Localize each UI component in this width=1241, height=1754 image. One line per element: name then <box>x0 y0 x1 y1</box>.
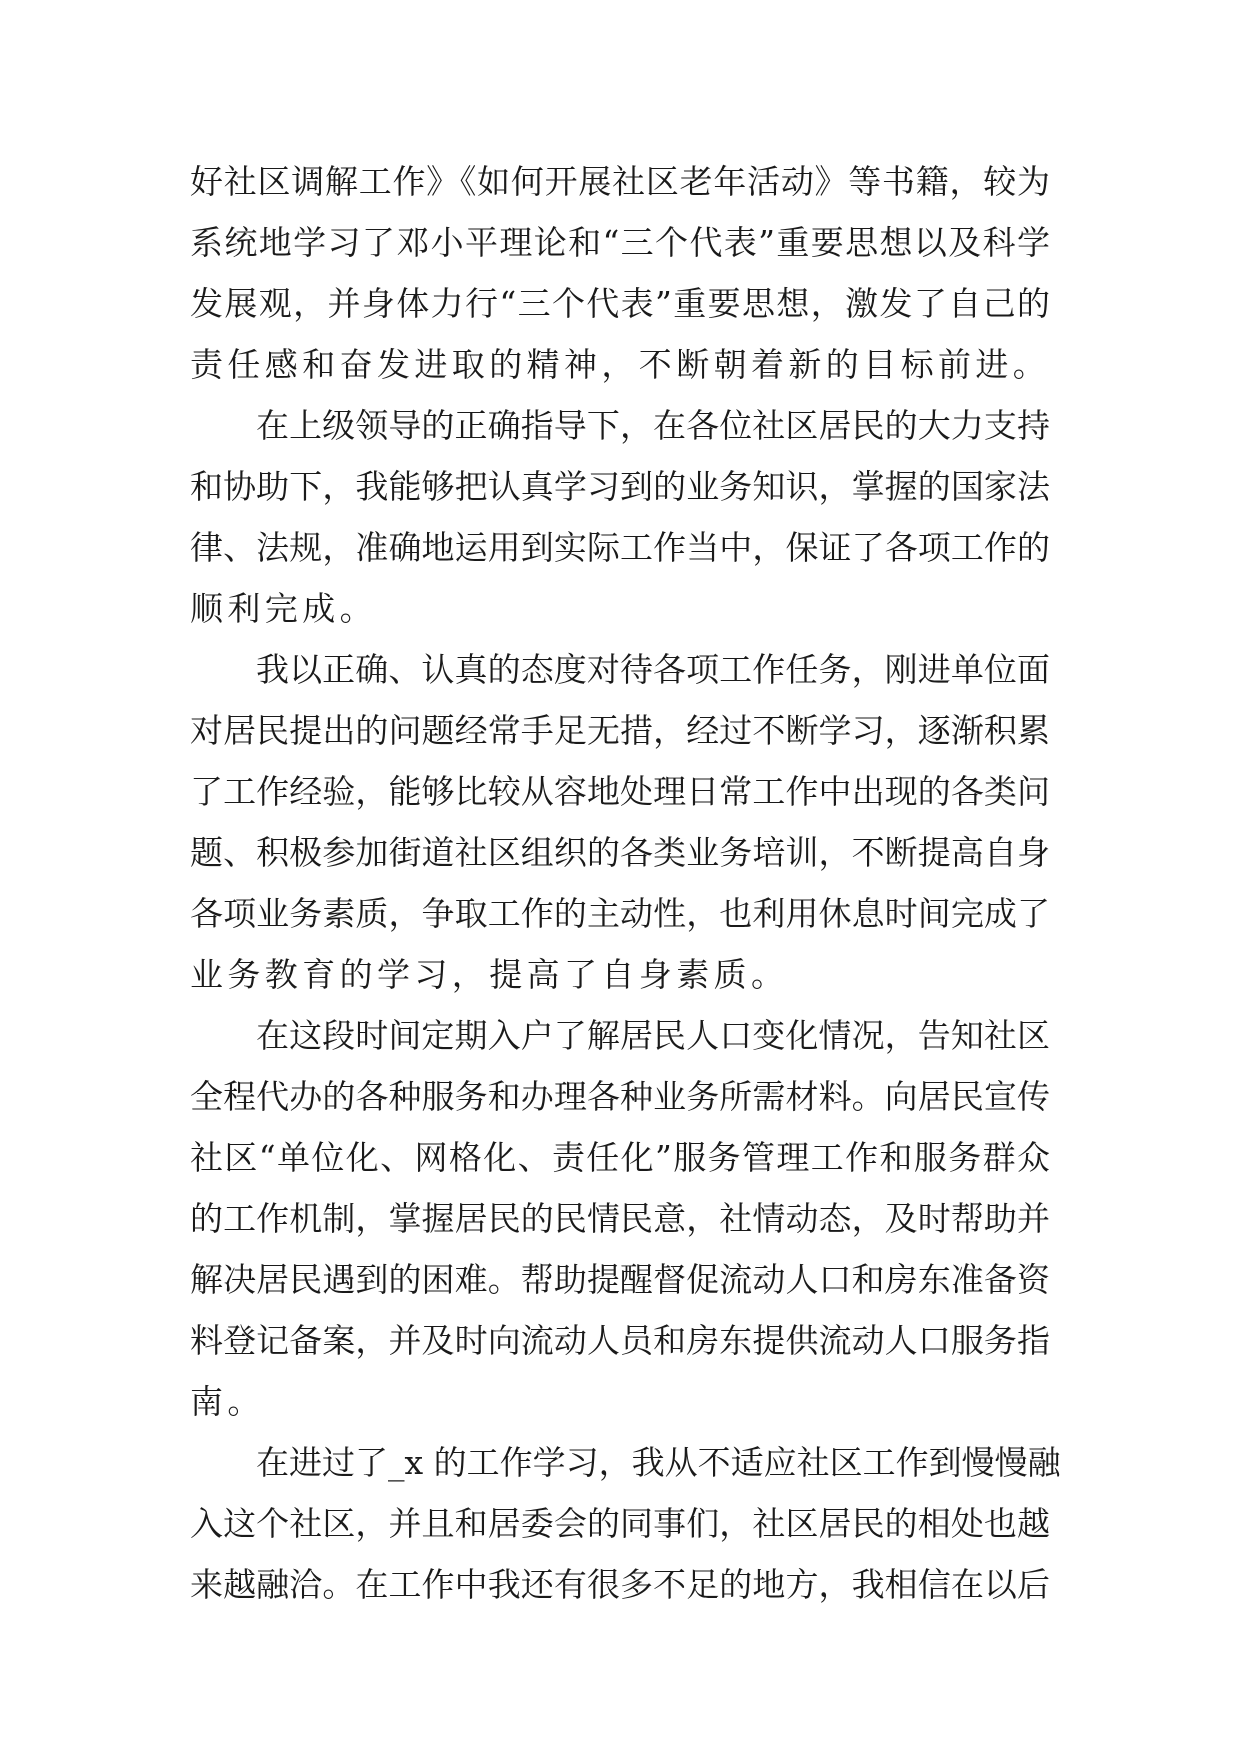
paragraph-line: 解决居民遇到的困难。帮助提醒督促流动人口和房东准备资 <box>190 1260 1050 1299</box>
paragraph-line: 全程代办的各种服务和办理各种业务所需材料。向居民宣传 <box>190 1077 1050 1116</box>
paragraph-line: 责任感和奋发进取的精神，不断朝着新的目标前进。 <box>190 345 1051 384</box>
paragraph-line: 来越融洽。在工作中我还有很多不足的地方，我相信在以后 <box>190 1565 1050 1604</box>
paragraph-line: 料登记备案，并及时向流动人员和房东提供流动人口服务指 <box>190 1321 1050 1360</box>
paragraph-line: 顺利完成。 <box>190 589 377 628</box>
paragraph-line: 我以正确、认真的态度对待各项工作任务，刚进单位面 <box>256 650 1050 689</box>
paragraph-line: 在这段时间定期入户了解居民人口变化情况，告知社区 <box>256 1016 1050 1055</box>
paragraph-line: 题、积极参加街道社区组织的各类业务培训，不断提高自身 <box>190 833 1050 872</box>
paragraph-line: 各项业务素质，争取工作的主动性，也利用休息时间完成了 <box>190 894 1050 933</box>
paragraph-line: 发展观，并身体力行“三个代表”重要思想，激发了自己的 <box>190 284 1050 323</box>
paragraph-line: 在上级领导的正确指导下，在各位社区居民的大力支持 <box>256 406 1050 445</box>
paragraph-1 <box>190 151 1050 395</box>
paragraph-line: 律、法规，准确地运用到实际工作当中，保证了各项工作的 <box>190 528 1050 567</box>
document-body <box>190 151 1061 1615</box>
paragraph-line: 好社区调解工作》《如何开展社区老年活动》等书籍，较为 <box>190 162 1050 201</box>
paragraph-4 <box>190 1005 1050 1432</box>
paragraph-line: 南。 <box>190 1382 265 1421</box>
paragraph-2 <box>190 395 1050 639</box>
paragraph-line: 的工作机制，掌握居民的民情民意，社情动态，及时帮助并 <box>190 1199 1050 1238</box>
paragraph-line: 社区“单位化、网格化、责任化”服务管理工作和服务群众 <box>190 1138 1050 1177</box>
paragraph-line: 对居民提出的问题经常手足无措，经过不断学习，逐渐积累 <box>190 711 1050 750</box>
paragraph-line: 业务教育的学习，提高了自身素质。 <box>190 955 789 994</box>
paragraph-line: 系统地学习了邓小平理论和“三个代表”重要思想以及科学 <box>190 223 1050 262</box>
paragraph-3 <box>190 639 1050 1005</box>
paragraph-5 <box>190 1432 1061 1615</box>
paragraph-line: 在进过了_x 的工作学习，我从不适应社区工作到慢慢融 <box>256 1443 1061 1482</box>
paragraph-line: 和协助下，我能够把认真学习到的业务知识，掌握的国家法 <box>190 467 1050 506</box>
paragraph-line: 入这个社区，并且和居委会的同事们，社区居民的相处也越 <box>190 1504 1050 1543</box>
paragraph-line: 了工作经验，能够比较从容地处理日常工作中出现的各类问 <box>190 772 1050 811</box>
